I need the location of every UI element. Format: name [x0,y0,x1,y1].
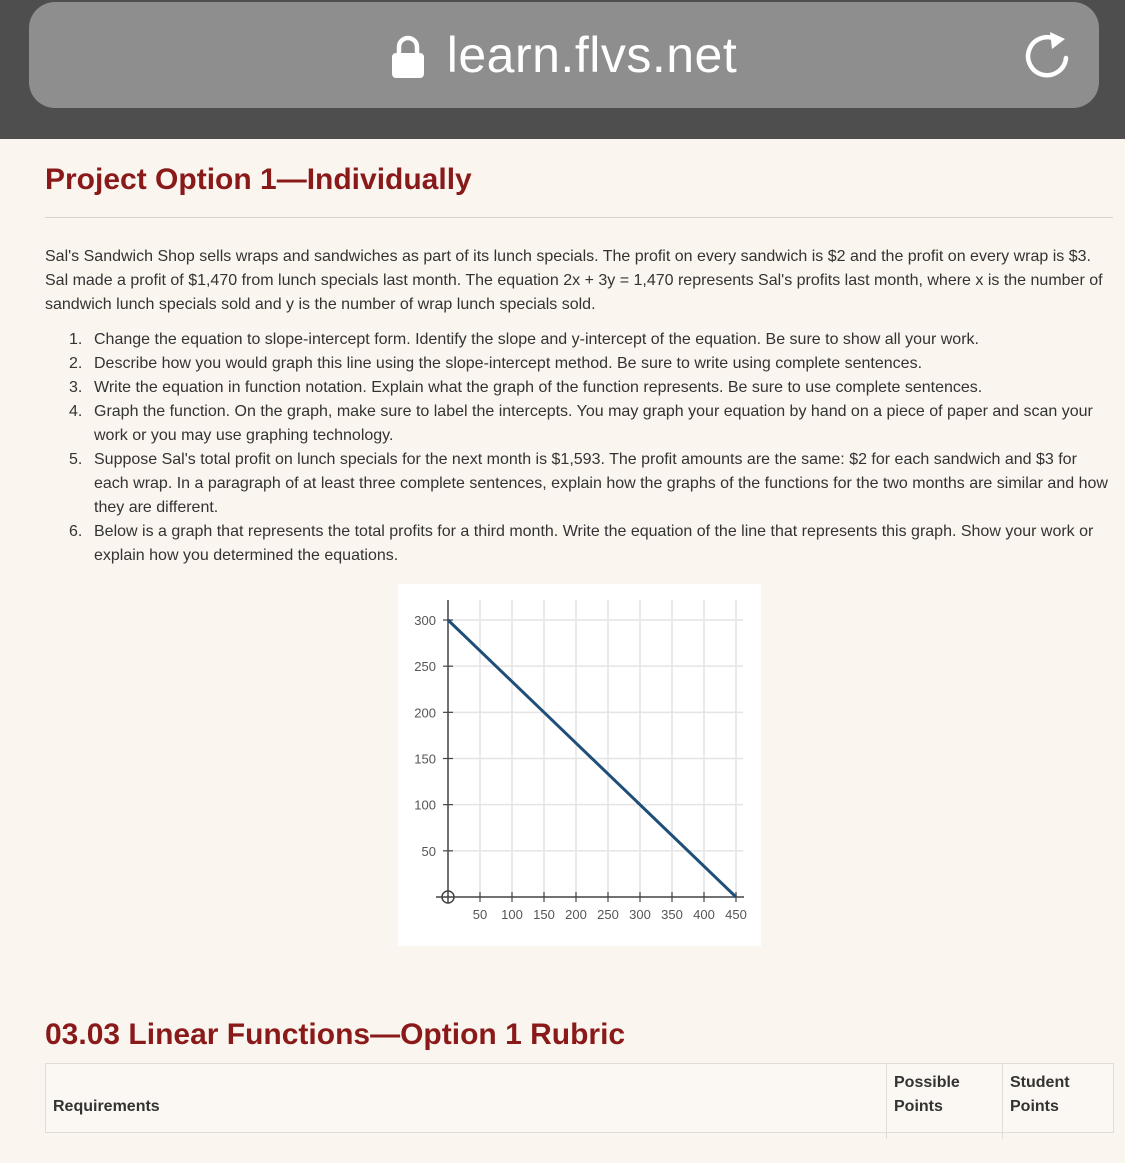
list-item: 1. Change the equation to slope-intercept form. Identify the slope and y-intercept of the equation. Be sure to show all your work. [69,331,979,348]
list-item: 5. Suppose Sal's total profit on lunch specials for the next month is $1,593. The profit amounts are the same: $2 for each sandwich and $3 for each wrap. In a paragraph of at least three complete sentences, explain how the graphs of the functions for the two months are similar and how they are different. [69,451,1108,516]
task-list [69,328,1109,568]
intro-paragraph: Sal's Sandwich Shop sells wraps and sandwiches as part of its lunch specials. The profit on every sandwich is $2 and the profit on every wrap is $3. Sal made a profit of $1,470 from lunch specials last month. The equation 2x + 3y = 1,470 represents Sal's profits last month, where x is the number of sandwich lunch specials sold and y is the number of wrap lunch specials sold. [45,248,1103,313]
list-item: 4. Graph the function. On the graph, make sure to label the intercepts. You may graph your equation by hand on a piece of paper and scan your work or you may use graphing technology. [69,403,1093,444]
url-text: learn.flvs.net [446,27,738,83]
reload-icon[interactable] [1023,30,1073,82]
y-tick-label: 150 [414,751,436,767]
list-item: 6. Below is a graph that represents the total profits for a third month. Write the equation of the line that represents this graph. Show your work or explain how you determined the equations. [69,523,1094,564]
y-tick-label: 200 [414,705,436,721]
rubric-title: 03.03 Linear Functions—Option 1 Rubric [45,1018,626,1051]
x-tick-label: 100 [501,907,523,922]
y-tick-label: 250 [414,659,436,675]
student-points-header: Student Points [1002,1064,1120,1139]
y-tick-label: 300 [414,613,436,628]
chart-svg [398,584,761,946]
divider [45,217,1113,218]
list-item: 3. Write the equation in function notation. Explain what the graph of the function represents. Be sure to use complete sentences. [69,379,983,396]
x-tick-label: 400 [693,907,715,922]
lock-icon [391,35,425,79]
x-tick-label: 50 [472,907,488,922]
rubric-table-header [45,1063,1114,1133]
x-tick-label: 450 [725,907,747,922]
y-tick-label: 100 [414,797,436,813]
possible-points-header: Possible Points [886,1064,1010,1139]
profit-graph [398,584,761,946]
x-tick-label: 150 [533,907,555,922]
x-tick-label: 250 [597,907,619,922]
address-bar[interactable] [29,2,1099,108]
x-tick-label: 300 [629,907,651,922]
list-item: 2. Describe how you would graph this line using the slope-intercept method. Be sure to write using complete sentences. [69,355,923,372]
x-tick-label: 350 [661,907,683,922]
browser-top-bar [0,0,1125,139]
y-tick-label: 50 [421,843,436,859]
x-tick-label: 200 [565,907,587,922]
requirements-header: Requirements [53,1098,160,1115]
project-title: Project Option 1—Individually [45,163,472,196]
